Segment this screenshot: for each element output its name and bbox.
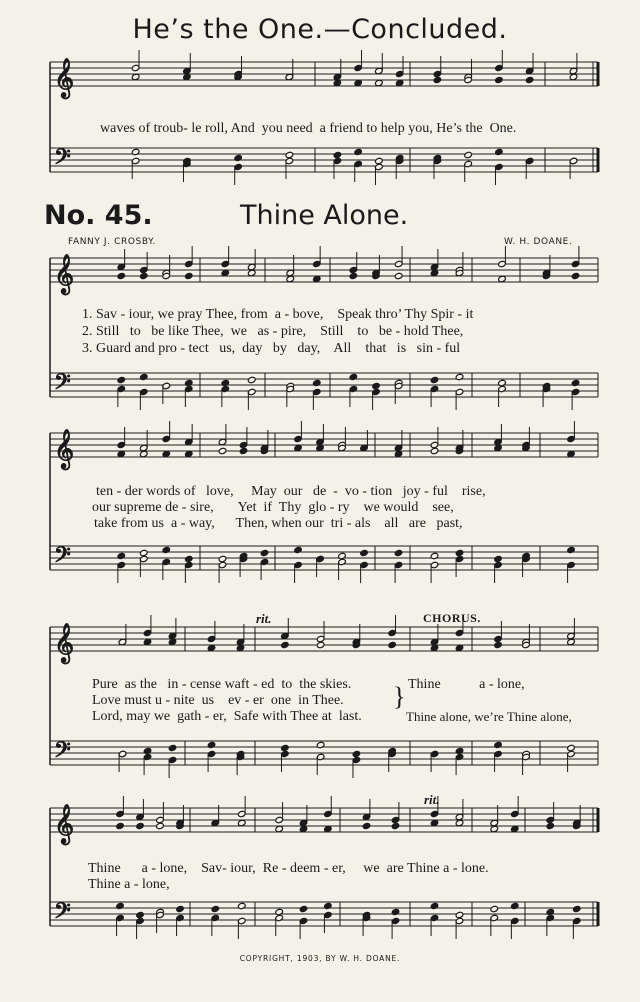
lyric-verse-2: our supreme de - sire, Yet if Thy glo - ry we would see, [92, 500, 454, 515]
lyric-verse-1: ten - der words of love, May our de - vo - tion joy - ful rise, [96, 484, 486, 499]
lyric-verse-1: Pure as the in - cense waft - ed to the skies. [92, 677, 352, 692]
composer-credit: W. H. DOANE. [504, 237, 573, 247]
svg-text:𝄞: 𝄞 [54, 254, 75, 294]
chorus-label: CHORUS. [423, 611, 481, 625]
lyric-verse-1: 1. Sav - iour, we pray Thee, from a - bove, Speak thro’ Thy Spir - it [82, 307, 474, 322]
author-credit: FANNY J. CROSBY. [68, 237, 156, 247]
lyric-verse-3: 3. Guard and pro - tect us, day by day, All that is sin - ful [82, 341, 461, 356]
svg-text:𝄢: 𝄢 [54, 899, 71, 929]
lyric-verse-3: Lord, may we gath - er, Safe with Thee at last. [92, 709, 362, 724]
lyric-line: waves of troub- le roll, And you need a friend to help you, He’s the One. [100, 121, 517, 136]
brace: } [393, 682, 406, 711]
svg-text:𝄞: 𝄞 [54, 623, 75, 663]
hymn-number: No. 45. [44, 200, 153, 231]
svg-text:𝄢: 𝄢 [54, 543, 71, 573]
lyric-verse-2: 2. Still to be like Thee, we as - pire, Still to be - hold Thee, [82, 324, 464, 339]
svg-text:𝄞: 𝄞 [54, 58, 75, 98]
lyric-line: Thine a - lone, [88, 877, 170, 892]
svg-text:𝄢: 𝄢 [54, 370, 71, 400]
chorus-lyric: Thine alone, we’re Thine alone, [406, 709, 572, 724]
page-title: He’s the One.—Concluded. [132, 14, 508, 45]
svg-text:𝄞: 𝄞 [54, 804, 75, 844]
ritardando-mark: rit. [424, 792, 440, 807]
svg-text:𝄞: 𝄞 [54, 429, 75, 469]
lyric-verse-3: take from us a - way, Then, when our tri - als all are past, [94, 516, 463, 531]
lyric-line: Thine a - lone, Sav- iour, Re - deem - er, we are Thine a - lone. [88, 861, 489, 876]
lyric-verse-2: Love must u - nite us ev - er one in Thee. [92, 693, 344, 708]
svg-text:𝄢: 𝄢 [54, 738, 71, 768]
copyright-notice: COPYRIGHT, 1903, BY W. H. DOANE. [239, 954, 401, 963]
chorus-lyric: Thine a - lone, [408, 677, 525, 692]
hymn-title: Thine Alone. [240, 200, 409, 231]
ritardando-mark: rit. [256, 611, 272, 626]
svg-text:𝄢: 𝄢 [54, 145, 71, 175]
